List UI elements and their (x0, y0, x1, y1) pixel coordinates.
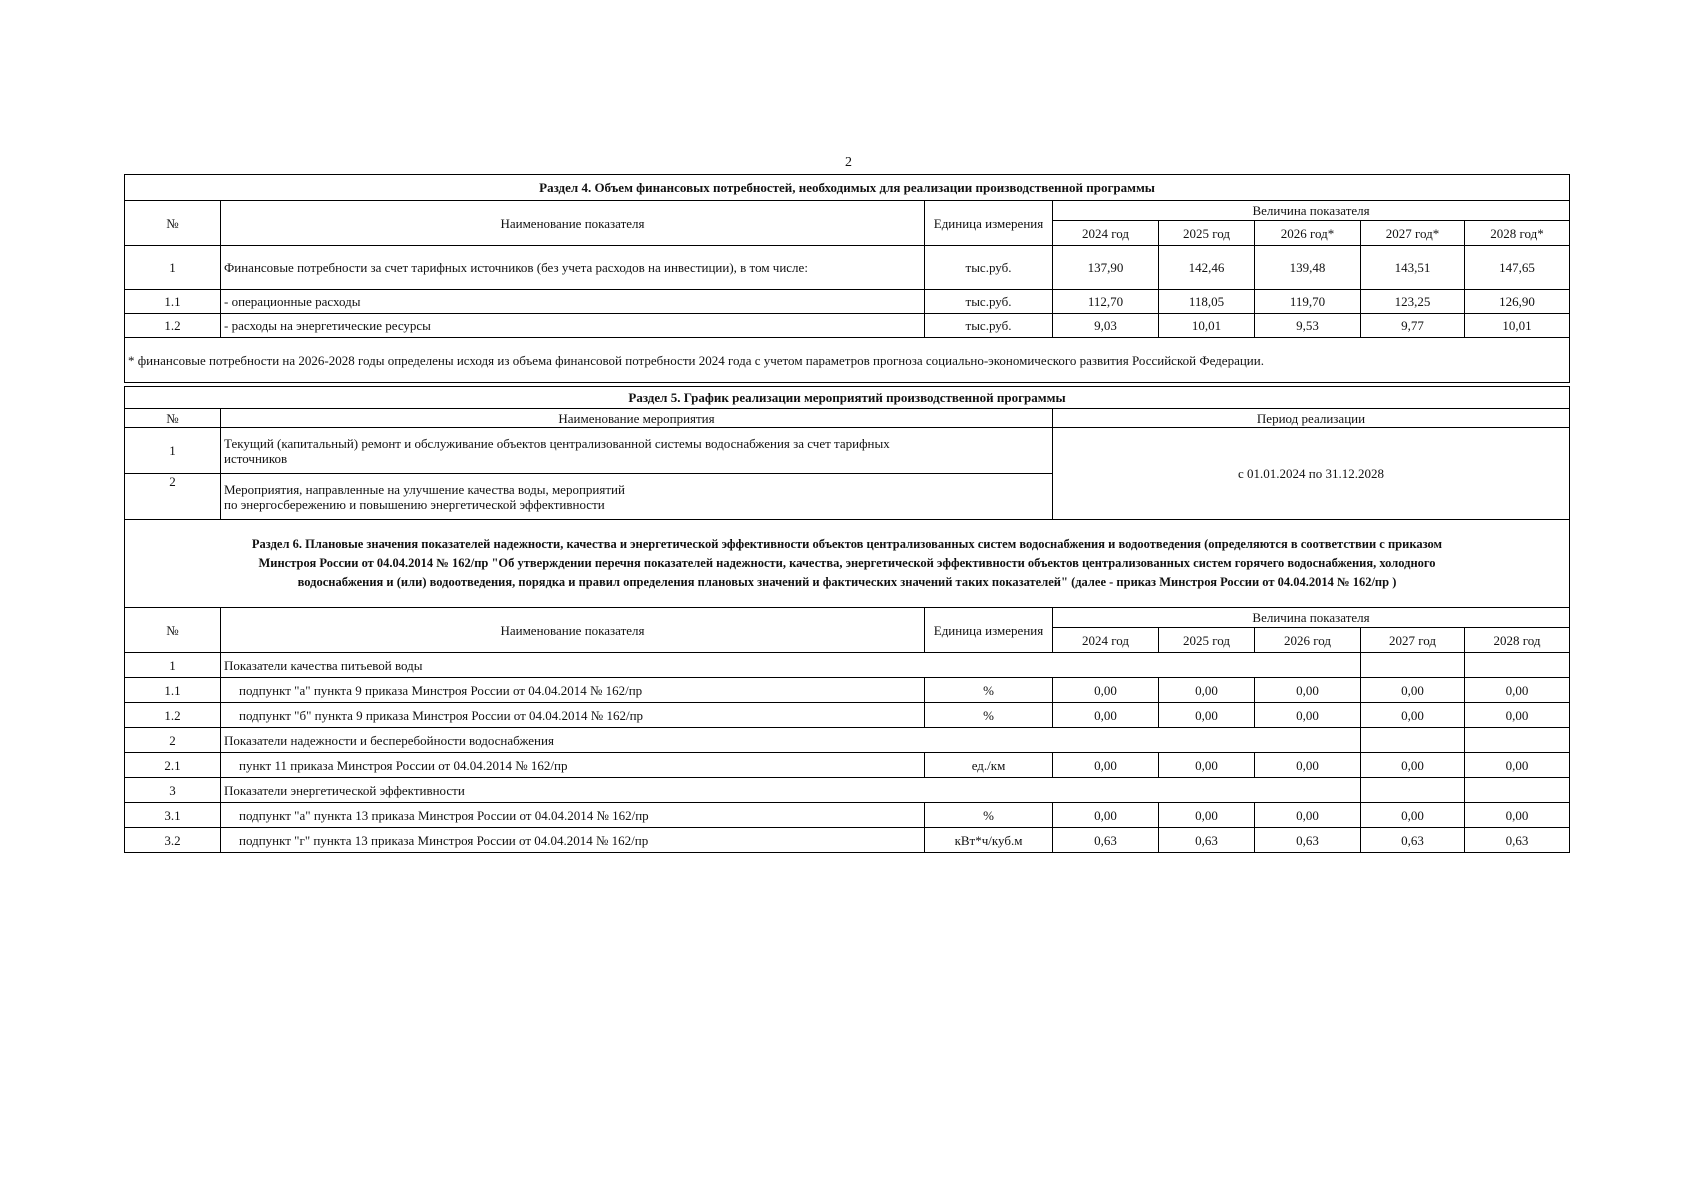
section4-header-value: Величина показателя (1053, 201, 1570, 221)
row-value: 0,00 (1361, 703, 1465, 728)
table-row (125, 803, 1570, 828)
row-value: 0,00 (1465, 753, 1570, 778)
row-value: 9,53 (1255, 314, 1361, 338)
row-name (221, 428, 1053, 474)
row-value: 147,65 (1465, 246, 1570, 290)
row-value: 0,00 (1159, 753, 1255, 778)
table-row (125, 678, 1570, 703)
row-name: Финансовые потребности за счет тарифных источников (без учета расходов на инвестиции), в том числе: (221, 246, 925, 290)
section4-header-num: № (125, 201, 221, 246)
row-value: 139,48 (1255, 246, 1361, 290)
row-num: 1 (125, 246, 221, 290)
table-row (125, 828, 1570, 853)
row-num: 1 (125, 428, 221, 474)
row-name: подпункт "г" пункта 13 приказа Минстроя России от 04.04.2014 № 162/пр (221, 828, 925, 853)
row-value: 0,00 (1159, 803, 1255, 828)
row-num: 1.1 (125, 290, 221, 314)
row-name (221, 474, 1053, 520)
table-row (125, 314, 1570, 338)
row-value: 0,00 (1159, 678, 1255, 703)
row-unit: тыс.руб. (925, 290, 1053, 314)
row-value: 0,00 (1159, 703, 1255, 728)
row-value: 0,63 (1465, 828, 1570, 853)
empty-cell (1465, 653, 1570, 678)
section4-year: 2027 год* (1361, 221, 1465, 246)
row-value: 10,01 (1465, 314, 1570, 338)
row-value: 118,05 (1159, 290, 1255, 314)
group-num: 2 (125, 728, 221, 753)
section5-title: Раздел 5. График реализации мероприятий производственной программы (125, 387, 1570, 409)
row-value: 10,01 (1159, 314, 1255, 338)
group-row (125, 653, 1570, 678)
section6-title-line: Раздел 6. Плановые значения показателей надежности, качества и энергетической эффективности объектов централизованных систем водоснабжения и водоотведения (определяются в соответствии с приказом (251, 537, 1443, 551)
group-num: 3 (125, 778, 221, 803)
row-value: 9,77 (1361, 314, 1465, 338)
row-name: подпункт "а" пункта 9 приказа Минстроя России от 04.04.2014 № 162/пр (221, 678, 925, 703)
section6-year: 2026 год (1255, 628, 1361, 653)
row-value: 0,00 (1053, 703, 1159, 728)
row-value: 0,00 (1361, 678, 1465, 703)
row-value: 119,70 (1255, 290, 1361, 314)
table-row (125, 428, 1570, 474)
row-value: 0,00 (1361, 753, 1465, 778)
section6-title-line: Минстроя России от 04.04.2014 № 162/пр "Об утверждении перечня показателей надежности, качества, энергетической эффективности объектов централизованных систем горячего водоснабжения, холодного (258, 556, 1436, 570)
row-unit: % (925, 803, 1053, 828)
row-num: 1.2 (125, 703, 221, 728)
row-name-line: Мероприятия, направленные на улучшение качества воды, мероприятий (224, 481, 625, 497)
row-value: 0,00 (1465, 678, 1570, 703)
section6-header-num: № (125, 608, 221, 653)
row-num: 3.1 (125, 803, 221, 828)
section4-title: Раздел 4. Объем финансовых потребностей, необходимых для реализации производственной программы (125, 175, 1570, 201)
row-value: 126,90 (1465, 290, 1570, 314)
section6-title (125, 520, 1570, 608)
section6-header-name: Наименование показателя (221, 608, 925, 653)
row-name: - операционные расходы (221, 290, 925, 314)
empty-cell (1361, 778, 1465, 803)
section6-header-unit: Единица измерения (925, 608, 1053, 653)
group-row (125, 778, 1570, 803)
section4-header-name: Наименование показателя (221, 201, 925, 246)
row-value: 0,00 (1053, 753, 1159, 778)
row-num: 1.1 (125, 678, 221, 703)
row-num: 2.1 (125, 753, 221, 778)
empty-cell (1465, 778, 1570, 803)
row-unit: ед./км (925, 753, 1053, 778)
section4-footnote: * финансовые потребности на 2026-2028 годы определены исходя из объема финансовой потребности 2024 года с учетом параметров прогноза социально-экономического развития Российской Федерации. (125, 338, 1570, 383)
row-value: 0,63 (1255, 828, 1361, 853)
section4-header-unit: Единица измерения (925, 201, 1053, 246)
section6-year: 2028 год (1465, 628, 1570, 653)
row-name-line: по энергосбережению и повышению энергетической эффективности (224, 496, 605, 512)
page-number: 2 (845, 155, 852, 170)
row-num: 3.2 (125, 828, 221, 853)
group-name: Показатели энергетической эффективности (221, 778, 1361, 803)
row-value: 143,51 (1361, 246, 1465, 290)
row-value: 0,00 (1465, 803, 1570, 828)
row-name: пункт 11 приказа Минстроя России от 04.04.2014 № 162/пр (221, 753, 925, 778)
row-value: 9,03 (1053, 314, 1159, 338)
section4-year: 2025 год (1159, 221, 1255, 246)
row-value: 0,63 (1053, 828, 1159, 853)
group-name: Показатели надежности и бесперебойности водоснабжения (221, 728, 1361, 753)
row-name: подпункт "а" пункта 13 приказа Минстроя России от 04.04.2014 № 162/пр (221, 803, 925, 828)
empty-cell (1361, 653, 1465, 678)
group-num: 1 (125, 653, 221, 678)
section4-year: 2028 год* (1465, 221, 1570, 246)
section5-period: с 01.01.2024 по 31.12.2028 (1053, 428, 1570, 520)
row-unit: тыс.руб. (925, 314, 1053, 338)
group-row (125, 728, 1570, 753)
section5-table (124, 386, 1570, 608)
row-value: 0,00 (1255, 753, 1361, 778)
row-value: 0,00 (1255, 703, 1361, 728)
section6-year: 2027 год (1361, 628, 1465, 653)
row-value: 0,00 (1361, 803, 1465, 828)
row-name-line: Текущий (капитальный) ремонт и обслуживание объектов централизованной системы водоснабжения за счет тарифных (224, 435, 890, 451)
row-value: 0,00 (1255, 803, 1361, 828)
section5-header-period: Период реализации (1053, 409, 1570, 428)
table-row (125, 753, 1570, 778)
row-value: 137,90 (1053, 246, 1159, 290)
row-name: подпункт "б" пункта 9 приказа Минстроя России от 04.04.2014 № 162/пр (221, 703, 925, 728)
table-row (125, 246, 1570, 290)
row-value: 0,00 (1053, 678, 1159, 703)
section4-year: 2026 год* (1255, 221, 1361, 246)
row-value: 112,70 (1053, 290, 1159, 314)
row-value: 0,63 (1361, 828, 1465, 853)
empty-cell (1465, 728, 1570, 753)
row-unit: % (925, 678, 1053, 703)
table-row (125, 290, 1570, 314)
row-value: 0,00 (1465, 703, 1570, 728)
table-row (125, 703, 1570, 728)
row-name-line: источников (224, 450, 288, 466)
row-num: 1.2 (125, 314, 221, 338)
row-unit: тыс.руб. (925, 246, 1053, 290)
row-value: 0,63 (1159, 828, 1255, 853)
row-value: 142,46 (1159, 246, 1255, 290)
section5-header-num: № (125, 409, 221, 428)
section6-year: 2024 год (1053, 628, 1159, 653)
section6-header-value: Величина показателя (1053, 608, 1570, 628)
row-value: 123,25 (1361, 290, 1465, 314)
row-name: - расходы на энергетические ресурсы (221, 314, 925, 338)
empty-cell (1361, 728, 1465, 753)
row-unit: % (925, 703, 1053, 728)
section4-year: 2024 год (1053, 221, 1159, 246)
row-value: 0,00 (1053, 803, 1159, 828)
section6-title-line: водоснабжения и (или) водоотведения, порядка и правил определения плановых значений и фактических значений таких показателей" (далее - приказ Минстроя России от 04.04.2014 № 162/пр ) (297, 575, 1397, 589)
row-num: 2 (125, 474, 221, 520)
section6-table (124, 607, 1570, 853)
group-name: Показатели качества питьевой воды (221, 653, 1361, 678)
row-value: 0,00 (1255, 678, 1361, 703)
section4-table (124, 174, 1570, 383)
section6-year: 2025 год (1159, 628, 1255, 653)
section5-header-name: Наименование мероприятия (221, 409, 1053, 428)
row-unit: кВт*ч/куб.м (925, 828, 1053, 853)
